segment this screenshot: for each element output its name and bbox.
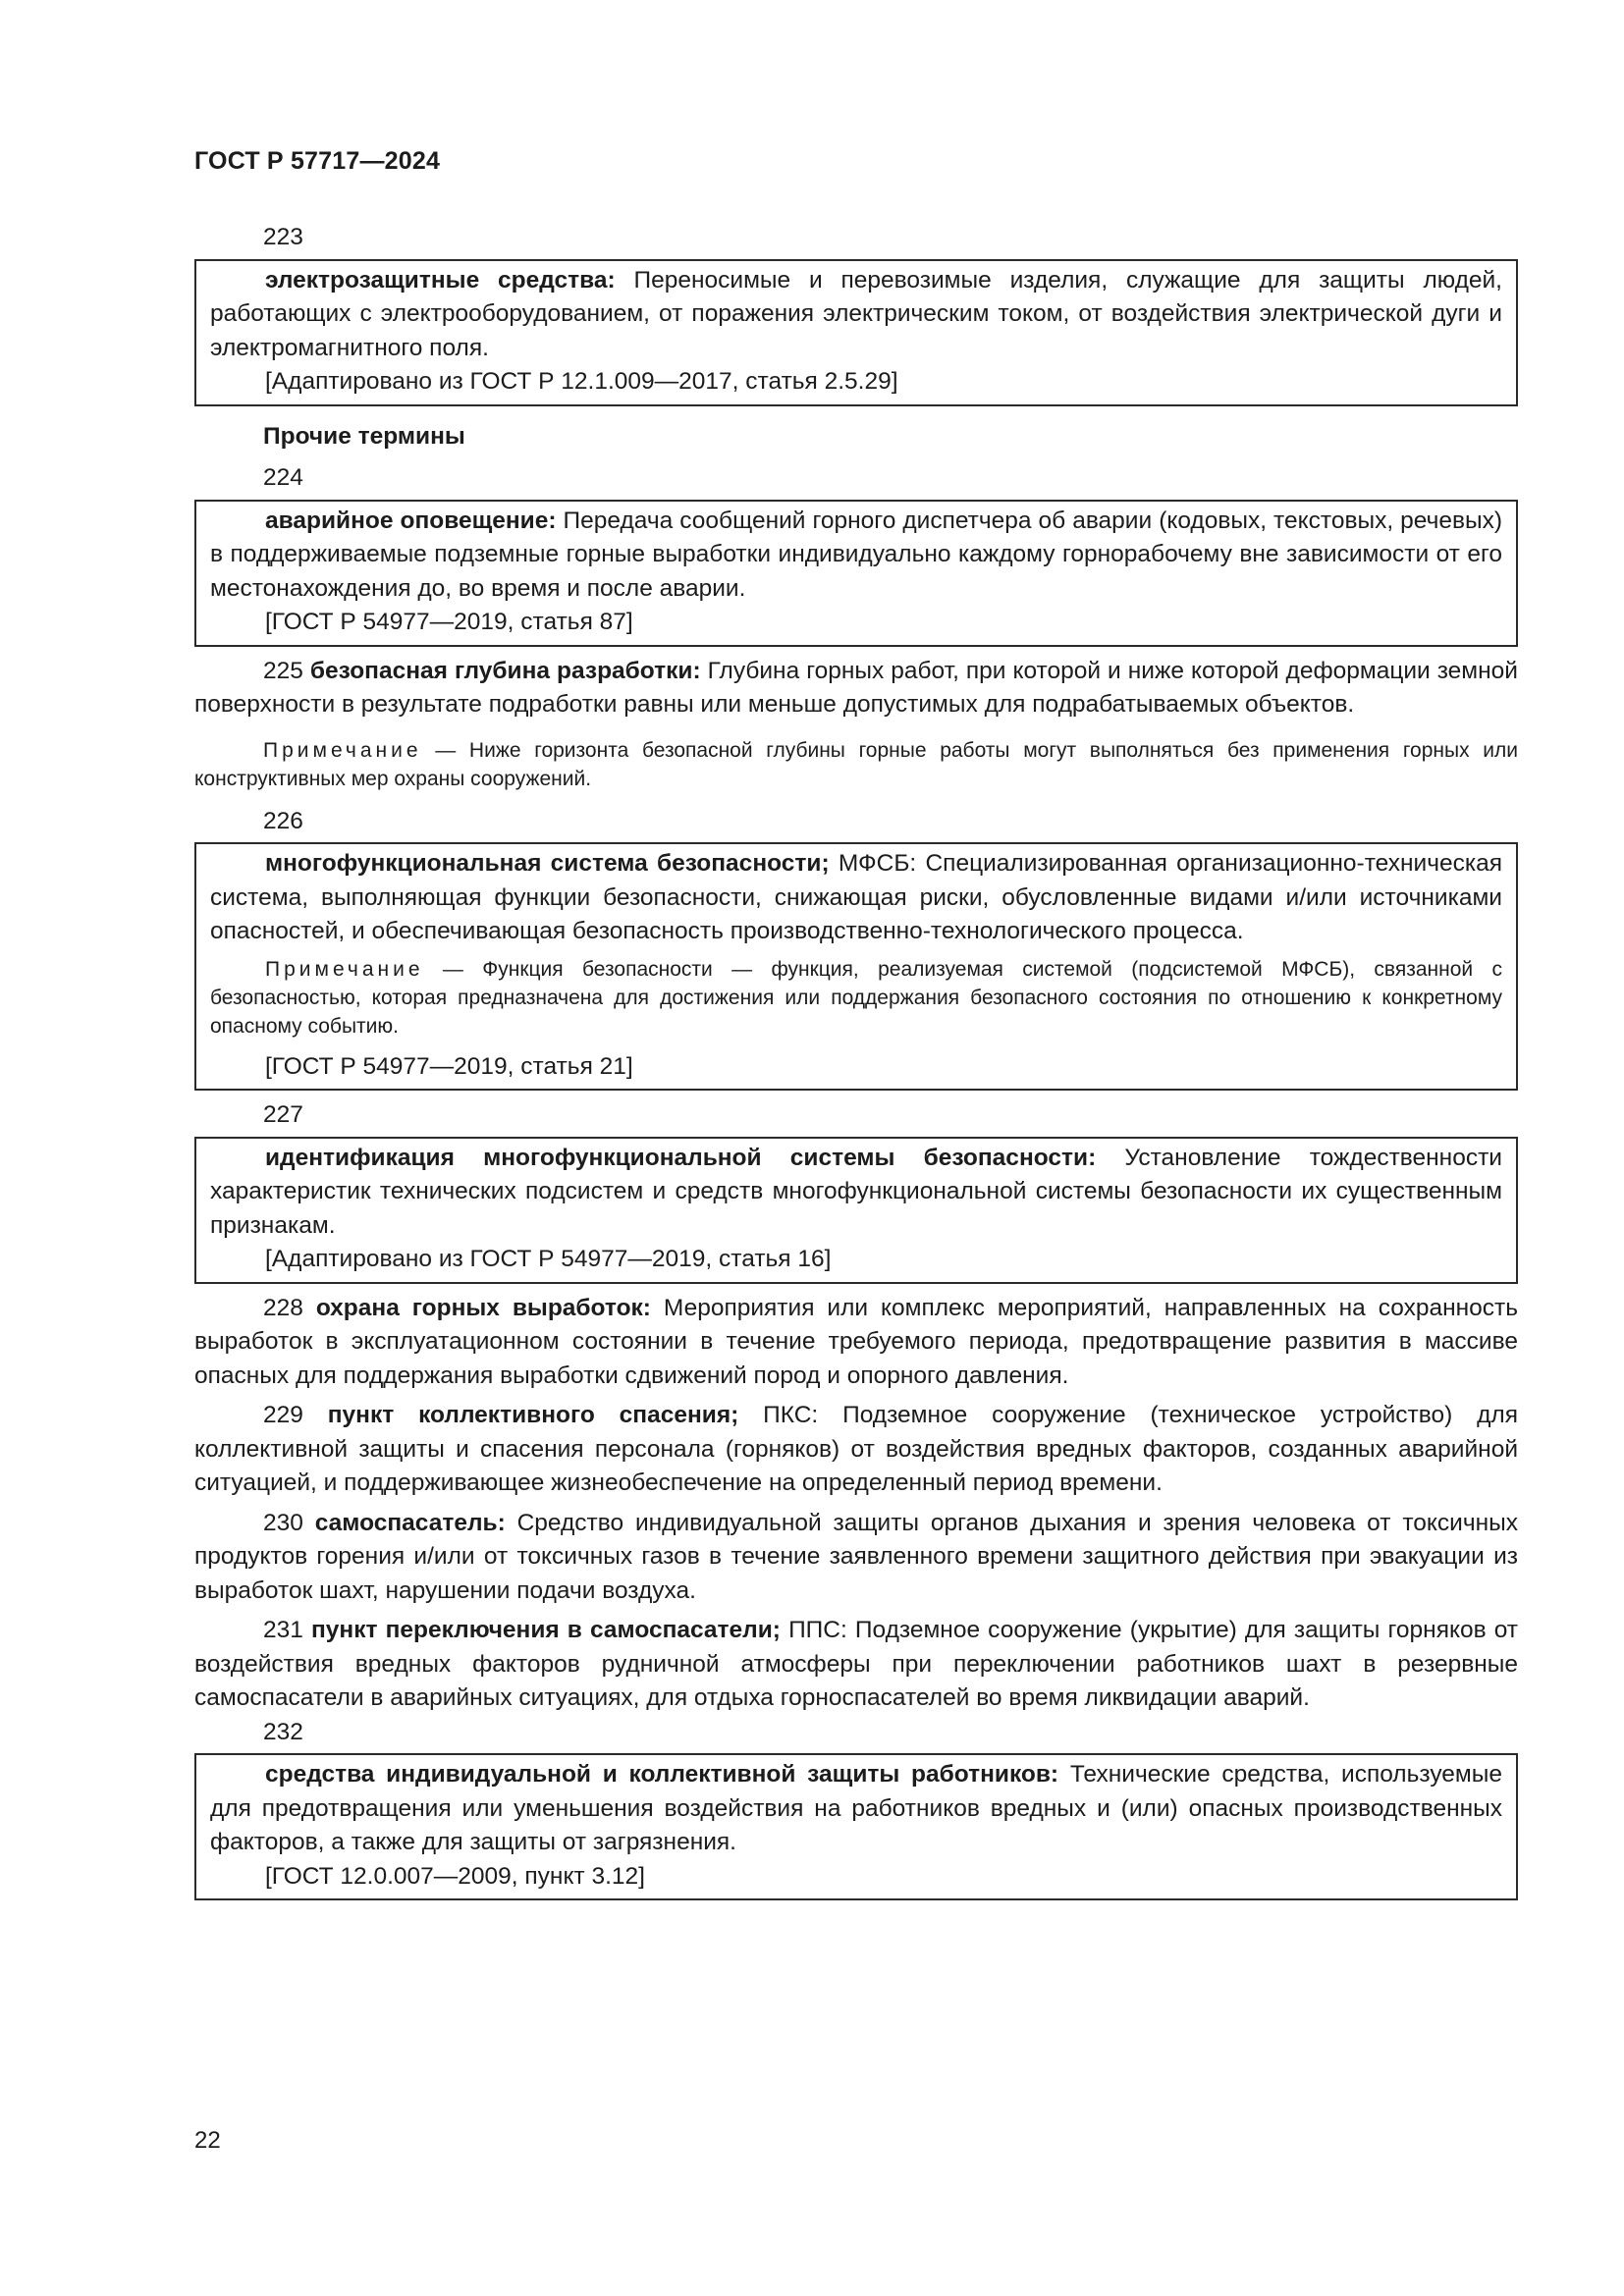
entry-number: 227 xyxy=(263,1101,303,1128)
page-number: 22 xyxy=(194,2127,221,2154)
term-name: пункт переключения в самоспасатели; xyxy=(311,1617,781,1643)
term-entry-229 xyxy=(194,1399,1518,1501)
note-226 xyxy=(210,955,1502,1041)
entry-number: 223 xyxy=(263,224,303,250)
term-definition xyxy=(210,505,1502,607)
entry-number: 226 xyxy=(263,807,303,834)
term-name: электрозащитные средства: xyxy=(265,266,616,294)
definition-text: Средство индивидуальной защиты органов дыхания и зрения человека от токсичных продуктов горения и/или от токсичных газов в течение заявленного времени защитного действия при эвакуации из выработок шахт, нарушении подачи воздуха. xyxy=(194,1509,1518,1604)
standard-designation: ГОСТ Р 57717—2024 xyxy=(194,147,441,175)
term-entry-231 xyxy=(194,1614,1518,1716)
definition-text: Глубина горных работ, при которой и ниже которой деформации земной поверхности в результате подработки равны или меньше допустимых для подрабатываемых объектов. xyxy=(194,657,1518,718)
term-name: пункт коллективного спасения; xyxy=(327,1402,739,1428)
entry-number: 224 xyxy=(263,464,303,491)
definition-text: ППС: Подземное сооружение (укрытие) для защиты горняков от воздействия вредных факторов рудничной атмосферы при переключении работников шахт в резервные самоспасатели в аварийных ситуациях, для отдыха горноспасателей во время ликвидации аварий. xyxy=(194,1617,1518,1711)
entry-number: 225 xyxy=(263,657,303,684)
term-name: идентификация многофункциональной системы безопасности: xyxy=(265,1144,1097,1171)
term-name: безопасная глубина разработки: xyxy=(309,657,701,684)
term-box-232 xyxy=(194,1753,1518,1900)
terms-content xyxy=(194,221,1518,1908)
entry-number: 230 xyxy=(263,1509,303,1536)
section-heading: Прочие термины xyxy=(263,422,465,450)
term-name: аварийное оповещение: xyxy=(265,507,557,534)
source-reference: [ГОСТ Р 54977—2019, статья 21] xyxy=(265,1052,633,1080)
term-definition xyxy=(210,847,1502,949)
term-name: многофункциональная система безопасности; xyxy=(265,850,830,877)
definition-text: Технические средства, используемые для предотвращения или уменьшения воздействия на работников вредных и (или) опасных производственных факторов, а также для защиты от загрязнения. xyxy=(210,1761,1502,1855)
source-reference: [ГОСТ Р 54977—2019, статья 87] xyxy=(265,609,633,635)
entry-number: 232 xyxy=(263,1718,303,1745)
definition-text: Переносимые и перевозимые изделия, служащие для защиты людей, работающих с электрооборудованием, от поражения электрическим током, от воздействия электрической дуги и электромагнитного поля. xyxy=(210,266,1502,361)
note-label: Примечание xyxy=(263,738,422,762)
note-text: — Функция безопасности — функция, реализуемая системой (подсистемой МФСБ), связанной с безопасностью, которая предназначена для достижения или поддержания безопасного состояния по отношению к конкретному опасному событию. xyxy=(210,957,1502,1038)
note-225 xyxy=(194,736,1518,793)
term-box-226 xyxy=(194,842,1518,1091)
term-entry-225 xyxy=(194,655,1518,722)
entry-number: 229 xyxy=(263,1402,303,1428)
term-box-224 xyxy=(194,500,1518,647)
term-name: самоспасатель: xyxy=(314,1509,506,1536)
definition-text: Передача сообщений горного диспетчера об аварии (кодовых, текстовых, речевых) в поддерживаемые подземные горные выработки индивидуально каждому горнорабочему вне зависимости от его местонахождения до, во время и после аварии. xyxy=(210,507,1502,602)
source-reference: [Адаптировано из ГОСТ Р 54977—2019, статья 16] xyxy=(265,1246,832,1272)
term-definition xyxy=(210,1758,1502,1860)
definition-text: МФСБ: Специализированная организационно-техническая система, выполняющая функции безопасности, снижающая риски, обусловленные видами и/или источниками опасностей, и обеспечивающая безопасность производственно-технологического процесса. xyxy=(210,850,1502,944)
entry-number: 231 xyxy=(263,1617,303,1643)
term-definition xyxy=(210,1142,1502,1244)
term-name: охрана горных выработок: xyxy=(315,1294,651,1321)
term-name: средства индивидуальной и коллективной защиты работников: xyxy=(265,1761,1059,1788)
note-text: — Ниже горизонта безопасной глубины горные работы могут выполняться без применения горных или конструктивных мер охраны сооружений. xyxy=(194,738,1518,790)
entry-number: 228 xyxy=(263,1294,303,1321)
definition-text: ПКС: Подземное сооружение (техническое устройство) для коллективной защиты и спасения персонала (горняков) от воздействия вредных факторов, созданных аварийной ситуацией, и поддерживающее жизнеобеспечение на определенный период времени. xyxy=(194,1402,1518,1496)
source-reference: [Адаптировано из ГОСТ Р 12.1.009—2017, статья 2.5.29] xyxy=(265,368,898,395)
definition-text: Мероприятия или комплекс мероприятий, направленных на сохранность выработок в эксплуатационном состоянии в течение требуемого периода, предотвращение развития в массиве опасных для поддержания выработки сдвижений пород и опорного давления. xyxy=(194,1294,1518,1389)
source-reference: [ГОСТ 12.0.007—2009, пункт 3.12] xyxy=(265,1862,645,1890)
definition-text: Установление тождественности характеристик технических подсистем и средств многофункциональной системы безопасности их существенным признакам. xyxy=(210,1144,1502,1239)
term-box-223 xyxy=(194,259,1518,406)
term-definition xyxy=(210,264,1502,366)
term-entry-230 xyxy=(194,1507,1518,1609)
term-box-227 xyxy=(194,1137,1518,1284)
term-entry-228 xyxy=(194,1292,1518,1394)
note-label: Примечание xyxy=(265,957,424,981)
